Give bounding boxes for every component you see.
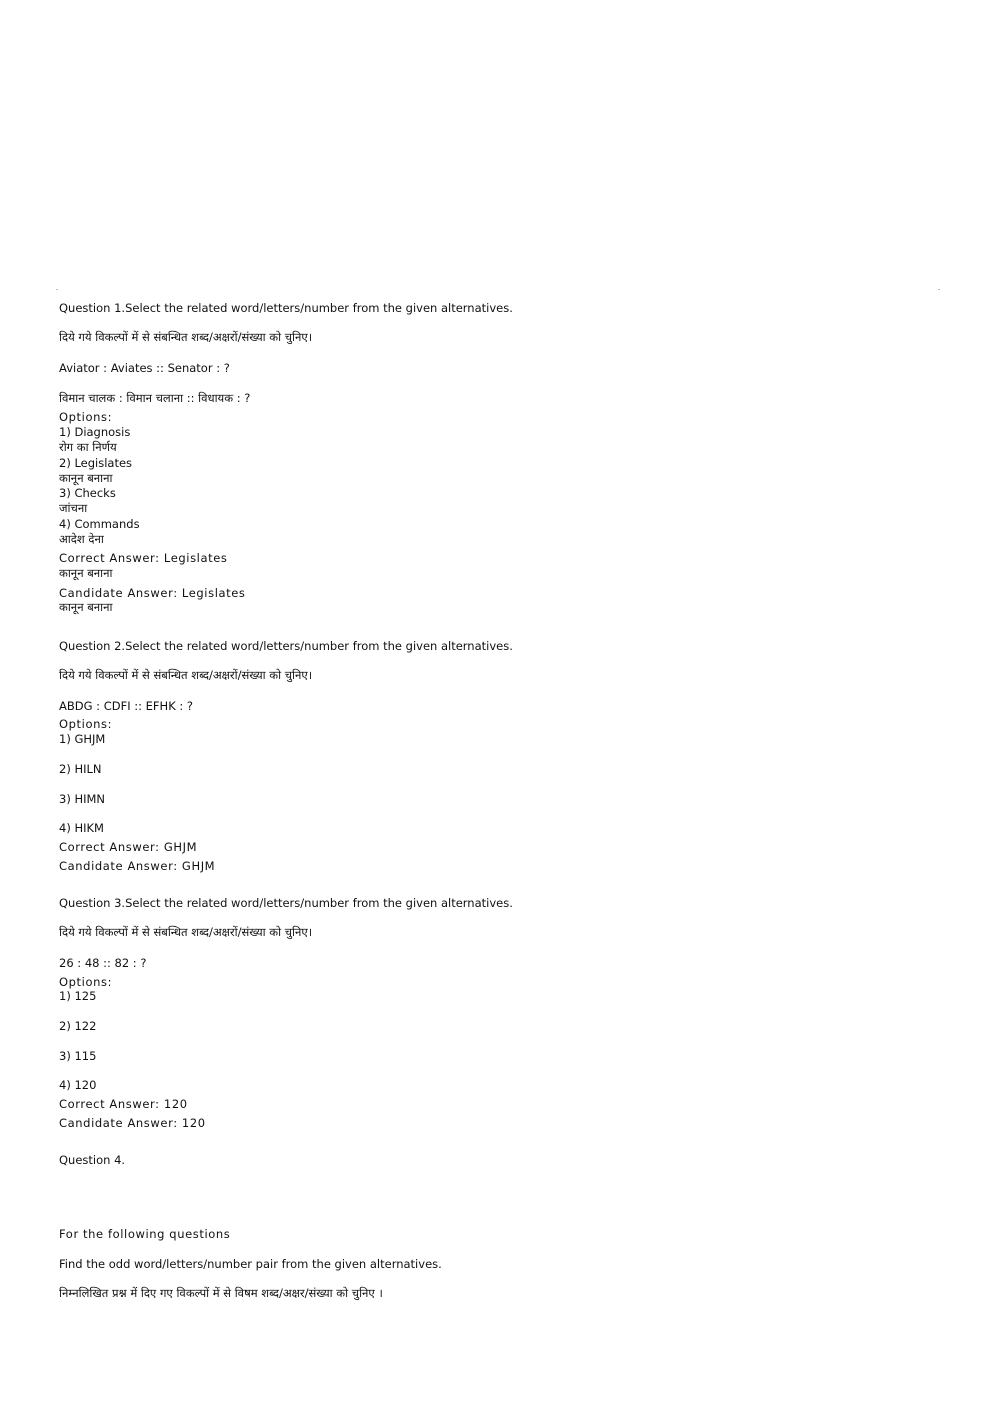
question-4-instruction-hindi: निम्नलिखित प्रश्न में दिए गए विकल्पों में से विषम शब्द/अक्षर/संख्या को चुनिए । [59, 1286, 383, 1300]
question-1-option-1-hindi: रोग का निर्णय [59, 440, 117, 454]
question-4-title: Question 4. [59, 1153, 126, 1167]
question-4-intro: For the following questions [59, 1227, 231, 1241]
question-3-text: 26 : 48 :: 82 : ? [59, 956, 147, 970]
question-2-options-label: Options: [59, 717, 113, 731]
question-1-option-4: 4) Commands [59, 517, 140, 531]
question-1-correct-answer: Correct Answer: Legislates [59, 551, 228, 565]
question-1-option-1: 1) Diagnosis [59, 425, 131, 439]
question-2-text: ABDG : CDFI :: EFHK : ? [59, 699, 194, 713]
scan-speck [56, 289, 58, 290]
question-3-options-label: Options: [59, 975, 113, 989]
question-1-title: Question 1.Select the related word/letters/number from the given alternatives. [59, 301, 513, 315]
question-3-option-2: 2) 122 [59, 1019, 97, 1033]
question-2-candidate-answer: Candidate Answer: GHJM [59, 859, 216, 873]
question-1-text-hindi: विमान चालक : विमान चलाना :: विधायक : ? [59, 391, 251, 405]
question-1-option-2-hindi: कानून बनाना [59, 471, 113, 485]
question-1-option-4-hindi: आदेश देना [59, 532, 104, 546]
question-2-option-4: 4) HIKM [59, 821, 104, 835]
question-2-option-1: 1) GHJM [59, 732, 106, 746]
question-2-correct-answer: Correct Answer: GHJM [59, 840, 198, 854]
question-1-correct-answer-hindi: कानून बनाना [59, 566, 113, 580]
question-1-option-3: 3) Checks [59, 486, 116, 500]
question-1-options-label: Options: [59, 410, 113, 424]
question-1-option-2: 2) Legislates [59, 456, 133, 470]
question-1-text: Aviator : Aviates :: Senator : ? [59, 361, 230, 375]
question-3-option-1: 1) 125 [59, 989, 97, 1003]
question-4-instruction: Find the odd word/letters/number pair from the given alternatives. [59, 1257, 442, 1271]
question-3-hindi-instruction: दिये गये विकल्पों में से संबन्धित शब्द/अक्षरों/संख्या को चुनिए। [59, 925, 313, 939]
question-2-option-2: 2) HILN [59, 762, 102, 776]
question-1-candidate-answer-hindi: कानून बनाना [59, 600, 113, 614]
scan-speck [938, 289, 940, 290]
question-2-hindi-instruction: दिये गये विकल्पों में से संबन्धित शब्द/अक्षरों/संख्या को चुनिए। [59, 668, 313, 682]
question-3-correct-answer: Correct Answer: 120 [59, 1097, 188, 1111]
question-3-option-4: 4) 120 [59, 1078, 97, 1092]
question-2-option-3: 3) HIMN [59, 792, 106, 806]
question-1-hindi-instruction: दिये गये विकल्पों में से संबन्धित शब्द/अक्षरों/संख्या को चुनिए। [59, 330, 313, 344]
question-2-title: Question 2.Select the related word/letters/number from the given alternatives. [59, 639, 513, 653]
question-3-candidate-answer: Candidate Answer: 120 [59, 1116, 206, 1130]
question-1-candidate-answer: Candidate Answer: Legislates [59, 586, 246, 600]
question-1-option-3-hindi: जांचना [59, 501, 88, 515]
question-3-option-3: 3) 115 [59, 1049, 97, 1063]
question-3-title: Question 3.Select the related word/letters/number from the given alternatives. [59, 896, 513, 910]
